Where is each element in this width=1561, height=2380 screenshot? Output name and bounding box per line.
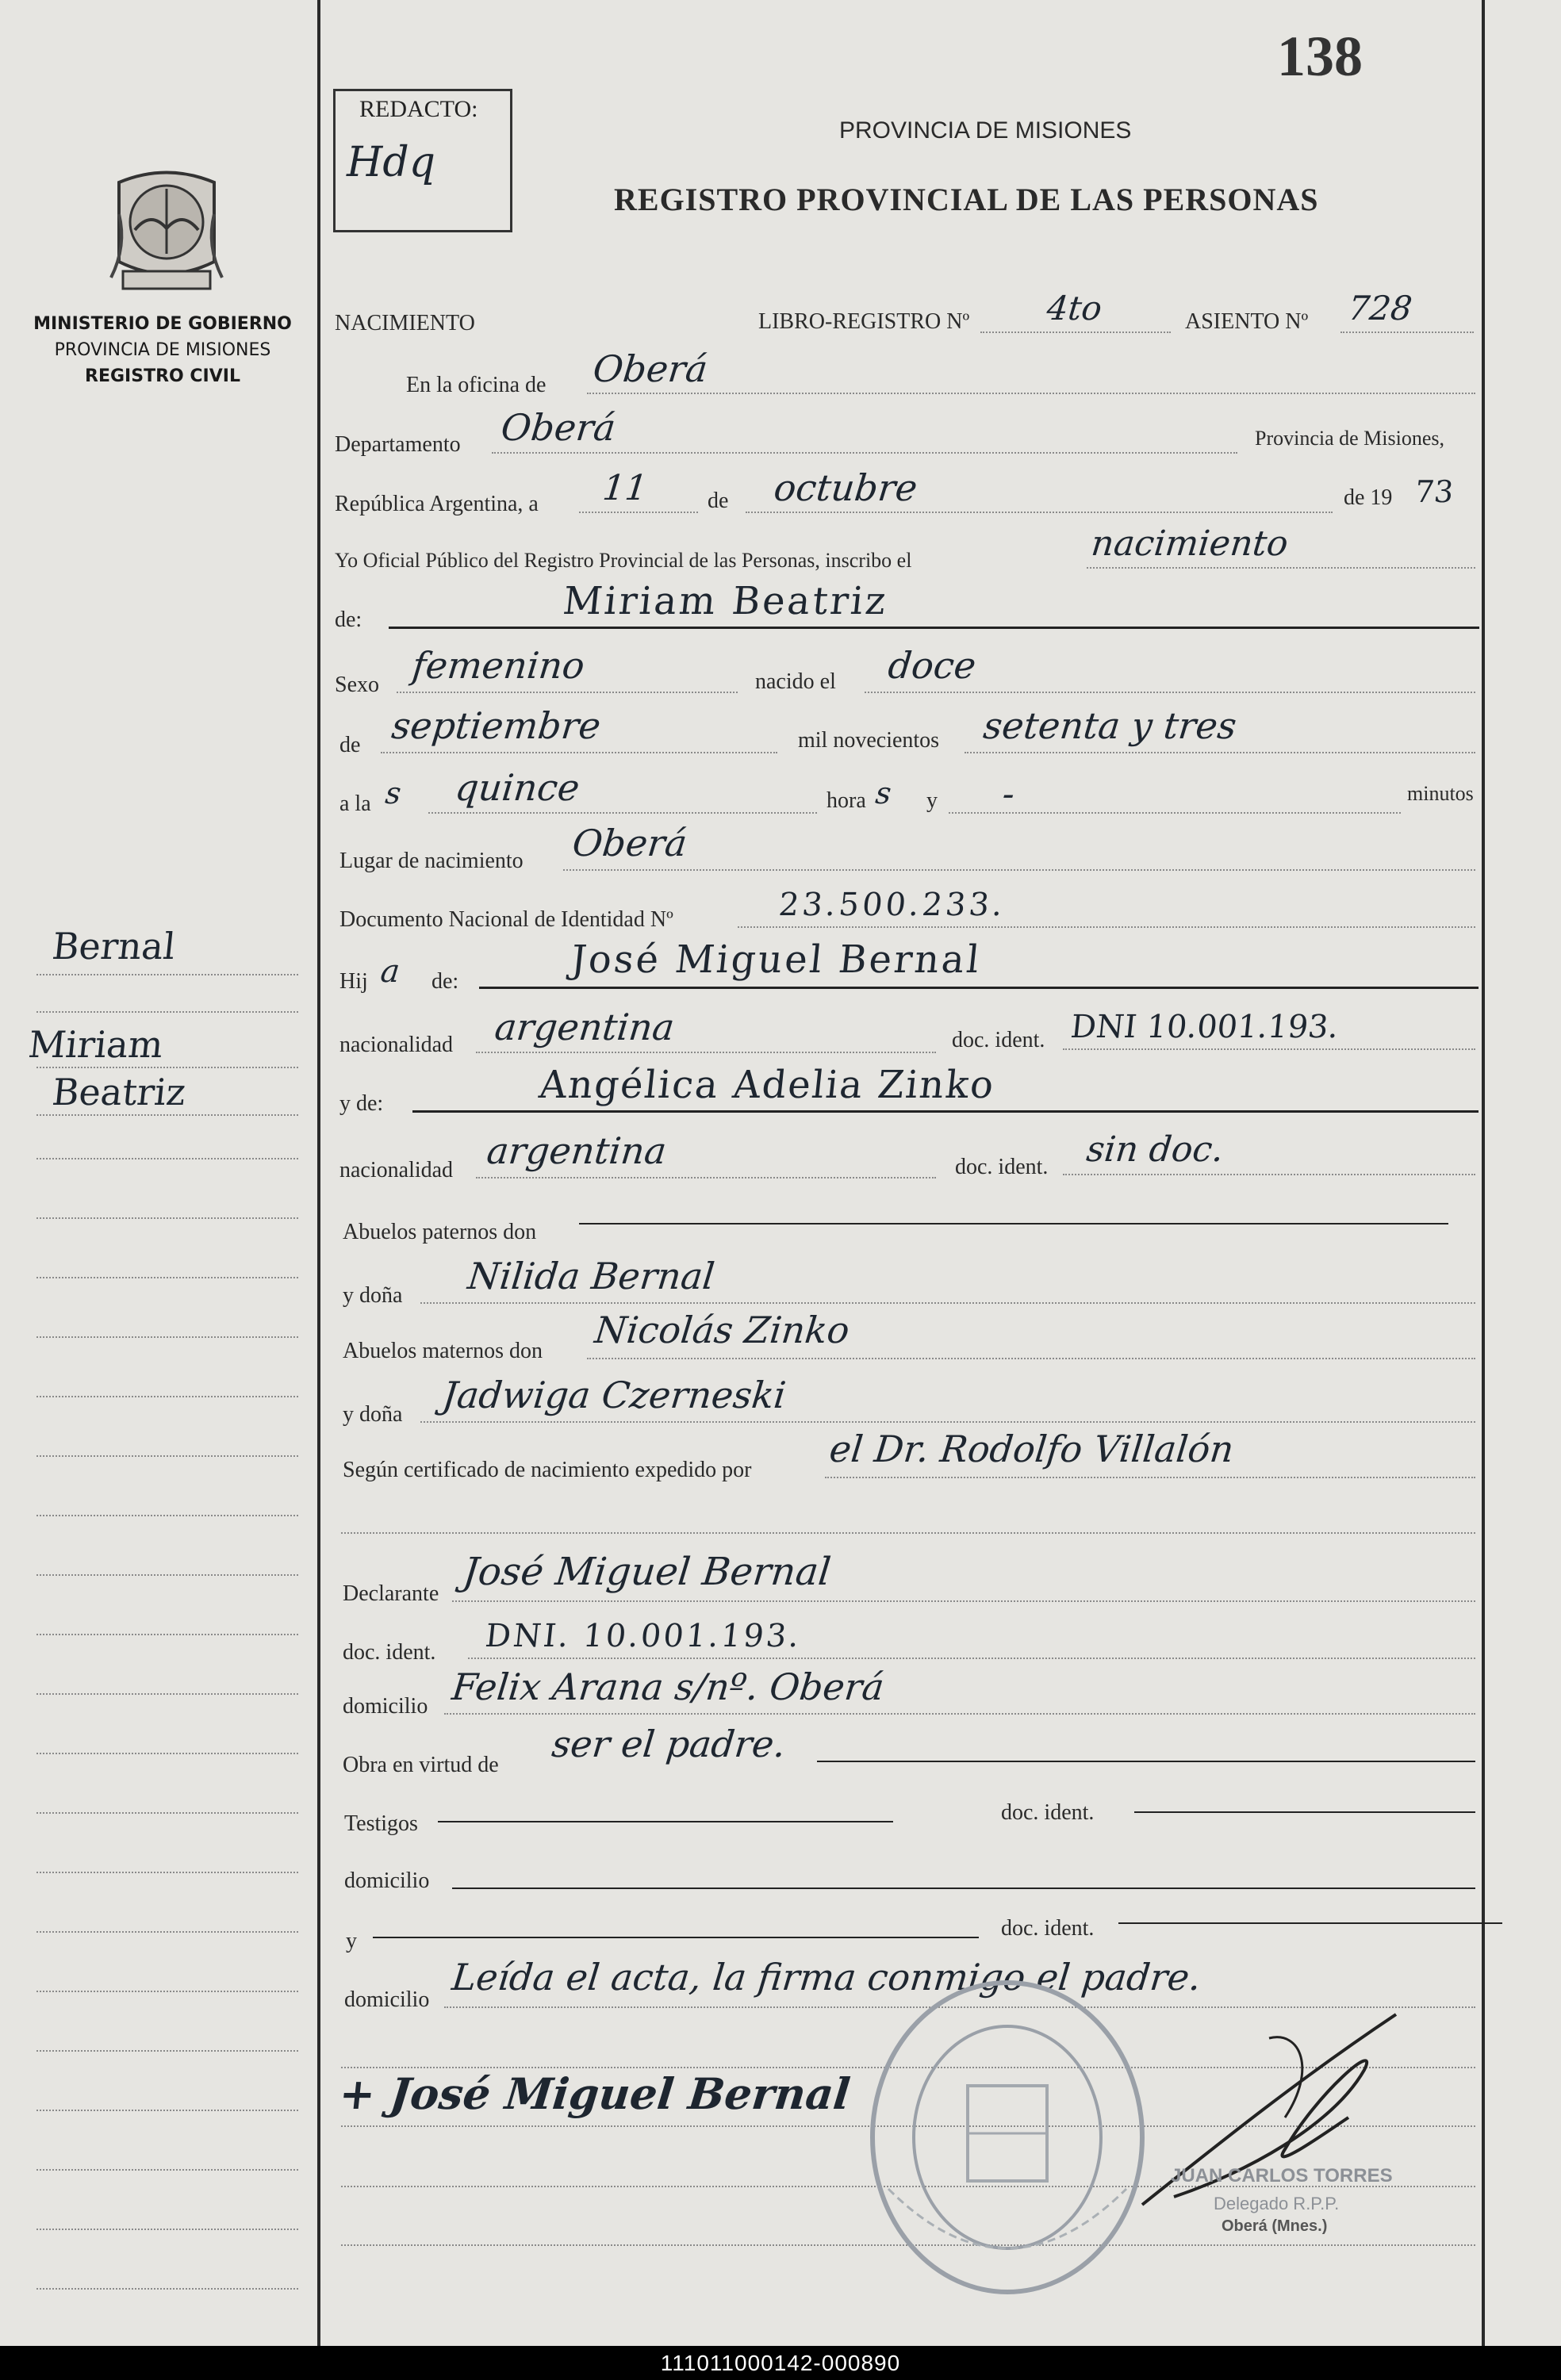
ministry-line3: REGISTRO CIVIL <box>85 366 240 386</box>
margin-line <box>36 1455 298 1457</box>
line-y2 <box>373 1937 979 1938</box>
margin-line <box>36 974 298 975</box>
label-doc-ident5: doc. ident. <box>1001 1916 1095 1941</box>
margin-line <box>36 1158 298 1159</box>
line-doc-ident4 <box>1134 1811 1475 1813</box>
label-lugar: Lugar de nacimiento <box>339 849 524 873</box>
label-oficina: En la oficina de <box>406 373 547 397</box>
line-dia <box>579 512 698 513</box>
line-abuelo-m <box>587 1358 1475 1359</box>
label-domicilio3: domicilio <box>344 1987 430 2012</box>
value-libro: 4to <box>1045 289 1104 328</box>
line-abuela-p <box>420 1302 1475 1304</box>
value-anio: 73 <box>1413 474 1456 509</box>
value-doc-padre: DNI 10.001.193. <box>1068 1009 1340 1045</box>
line-testigos <box>438 1821 893 1822</box>
line-sexo <box>397 692 738 693</box>
line-madre <box>412 1110 1479 1113</box>
label-y-dona: y doña <box>343 1283 403 1308</box>
label-nacimiento: NACIMIENTO <box>335 311 475 335</box>
margin-line <box>36 1114 298 1116</box>
value-horas-suffix: s <box>873 776 893 811</box>
value-hij-suffix: a <box>378 953 402 990</box>
margin-line <box>36 1693 298 1695</box>
margin-line <box>36 1991 298 1992</box>
line-abuelos-p <box>579 1223 1448 1224</box>
margin-line <box>36 2229 298 2230</box>
line-domicilio <box>444 1713 1475 1715</box>
label-de-mes: de <box>708 489 729 513</box>
right-margin-rule <box>1482 0 1485 2346</box>
value-nombre: Miriam Beatriz <box>561 579 891 623</box>
value-oficina: Oberá <box>591 347 710 390</box>
line-departamento <box>492 452 1237 454</box>
label-mil: mil novecientos <box>798 728 940 753</box>
value-nacido-el: doce <box>886 644 978 687</box>
label-a-la: a la <box>339 791 371 816</box>
value-dni: 23.500.233. <box>777 887 1008 923</box>
line-mes-nac <box>381 752 777 753</box>
value-departamento: Oberá <box>499 406 618 449</box>
value-mes-nac: septiembre <box>389 704 603 747</box>
label-abuelos-p: Abuelos paternos don <box>343 1220 537 1244</box>
label-de-padre: de: <box>431 969 459 994</box>
label-y-min: y <box>926 788 938 813</box>
margin-line <box>36 1217 298 1219</box>
margin-line <box>36 1396 298 1397</box>
label-doc-ident3: doc. ident. <box>343 1640 436 1665</box>
crest-logo <box>103 167 230 301</box>
margin-line <box>36 2169 298 2171</box>
label-de-nombre: de: <box>335 607 362 632</box>
label-republica: República Argentina, a <box>335 492 539 516</box>
line-hora <box>428 812 817 814</box>
label-hij: Hij <box>339 969 368 994</box>
label-doc-ident: doc. ident. <box>952 1028 1045 1052</box>
label-testigos: Testigos <box>344 1811 418 1836</box>
margin-line <box>36 1574 298 1576</box>
line-abuela-m <box>420 1421 1475 1423</box>
line-nac-padre <box>476 1052 936 1053</box>
line-nacido-el <box>865 692 1475 693</box>
margin-line <box>36 2110 298 2111</box>
label-declarante: Declarante <box>343 1581 439 1606</box>
margin-line <box>36 2288 298 2290</box>
line-oficina <box>587 393 1475 394</box>
value-acto: nacimiento <box>1089 523 1291 564</box>
value-abuelo-m: Nicolás Zinko <box>593 1309 852 1351</box>
label-segun: Según certificado de nacimiento expedido por <box>343 1458 752 1482</box>
line-obra <box>817 1761 1475 1762</box>
label-doc-ident2: doc. ident. <box>955 1155 1049 1179</box>
value-minutos: - <box>1000 774 1017 814</box>
line-doc-madre <box>1063 1174 1475 1175</box>
value-domicilio: Felix Arana s/nº. Oberá <box>450 1665 887 1708</box>
margin-given2: Beatriz <box>50 1071 188 1113</box>
line-minutos <box>949 812 1401 814</box>
value-mes: octubre <box>772 466 920 509</box>
line-padre <box>479 987 1479 989</box>
label-domicilio2: domicilio <box>344 1868 430 1893</box>
value-doc-madre: sin doc. <box>1084 1129 1225 1170</box>
declarant-signature: + José Miguel Bernal <box>336 2068 853 2119</box>
value-padre: José Miguel Bernal <box>569 937 984 982</box>
margin-line <box>36 1872 298 1873</box>
margin-line <box>36 1277 298 1278</box>
value-dia: 11 <box>600 468 650 508</box>
value-anio-nac: setenta y tres <box>981 704 1239 747</box>
left-margin-rule <box>317 0 320 2346</box>
line-declarante <box>452 1600 1475 1602</box>
ministry-line2: PROVINCIA DE MISIONES <box>54 340 271 360</box>
stamp-title: Delegado R.P.P. <box>1214 2194 1340 2213</box>
line-doc-decl <box>468 1658 1475 1659</box>
redacto-box <box>333 89 512 232</box>
line-nac-madre <box>476 1177 936 1179</box>
value-sexo: femenino <box>410 644 587 687</box>
line-domicilio2 <box>452 1888 1475 1889</box>
value-obra: ser el padre. <box>550 1723 788 1765</box>
label-dni: Documento Nacional de Identidad Nº <box>339 907 673 932</box>
label-obra: Obra en virtud de <box>343 1753 499 1777</box>
line-acto <box>1087 567 1475 569</box>
margin-line <box>36 1931 298 1933</box>
value-nac-madre: argentina <box>485 1129 669 1172</box>
value-hora: quince <box>453 766 582 809</box>
margin-surname: Bernal <box>50 925 178 968</box>
value-declarante: José Miguel Bernal <box>461 1550 834 1594</box>
ministry-block <box>24 314 301 386</box>
margin-line <box>36 2050 298 2052</box>
label-y-de: y de: <box>339 1091 384 1116</box>
value-abuela-p: Nilida Bernal <box>466 1255 717 1297</box>
margin-line <box>36 1011 298 1013</box>
value-abuela-m: Jadwiga Czerneski <box>440 1374 788 1416</box>
label-de-year: de 19 <box>1344 485 1393 510</box>
line-certificado <box>825 1477 1475 1478</box>
label-y2: y <box>346 1929 357 1953</box>
redacto-label: REDACTO: <box>359 96 478 122</box>
page-number: 138 <box>1277 25 1363 88</box>
label-provincia: Provincia de Misiones, <box>1255 427 1445 450</box>
line-doc-ident5 <box>1118 1922 1502 1924</box>
label-y-dona2: y doña <box>343 1402 403 1427</box>
label-nacionalidad: nacionalidad <box>339 1033 454 1057</box>
label-libro: LIBRO-REGISTRO Nº <box>758 309 970 334</box>
label-asiento: ASIENTO Nº <box>1185 309 1309 334</box>
margin-line <box>36 1515 298 1516</box>
value-nac-padre: argentina <box>493 1006 677 1048</box>
line-asiento <box>1340 332 1474 333</box>
line-doc-padre <box>1063 1048 1475 1050</box>
value-domicilio-final: Leída el acta, la firma conmigo el padre. <box>450 1956 1203 1999</box>
margin-given1: Miriam <box>26 1023 166 1066</box>
label-nacido-el: nacido el <box>755 669 836 694</box>
value-certificado: el Dr. Rodolfo Villalón <box>827 1428 1236 1470</box>
label-doc-ident4: doc. ident. <box>1001 1800 1095 1825</box>
official-seal <box>865 1975 1150 2300</box>
line-certificado-2 <box>341 1532 1475 1534</box>
redacto-initials: Hdq <box>347 139 435 186</box>
ministry-line1: MINISTERIO DE GOBIERNO <box>33 314 292 334</box>
label-nacionalidad2: nacionalidad <box>339 1158 454 1182</box>
stamp-name: JUAN CARLOS TORRES <box>1171 2165 1393 2186</box>
value-asiento: 728 <box>1346 289 1414 328</box>
margin-line <box>36 1336 298 1338</box>
margin-line <box>36 1634 298 1635</box>
line-mes <box>746 512 1333 513</box>
margin-line <box>36 1753 298 1754</box>
value-lugar: Oberá <box>570 822 689 864</box>
label-oficial: Yo Oficial Público del Registro Provincial de las Personas, inscribo el <box>335 549 912 572</box>
label-sexo: Sexo <box>335 673 379 697</box>
label-departamento: Departamento <box>335 432 461 457</box>
value-madre: Angélica Adelia Zinko <box>537 1063 998 1107</box>
margin-line <box>36 1812 298 1814</box>
line-anio-nac <box>965 752 1475 753</box>
label-horas: hora <box>827 788 866 813</box>
margin-line <box>36 1067 298 1068</box>
value-doc-decl: DNI. 10.001.193. <box>483 1618 804 1654</box>
line-nombre <box>389 627 1479 629</box>
archive-id-footer: 111011000142-000890 <box>0 2346 1561 2380</box>
line-lugar <box>563 869 1475 871</box>
line-dni <box>738 926 1475 928</box>
province-header: PROVINCIA DE MISIONES <box>839 117 1132 144</box>
line-libro <box>980 332 1171 333</box>
registry-title: REGISTRO PROVINCIAL DE LAS PERSONAS <box>614 182 1319 217</box>
label-de-mes-nac: de <box>339 733 361 757</box>
stamp-place: Oberá (Mnes.) <box>1222 2217 1328 2235</box>
value-a-la-suffix: s <box>383 776 403 811</box>
label-domicilio: domicilio <box>343 1694 428 1719</box>
label-minutos: minutos <box>1407 782 1474 805</box>
label-abuelos-m: Abuelos maternos don <box>343 1339 543 1363</box>
